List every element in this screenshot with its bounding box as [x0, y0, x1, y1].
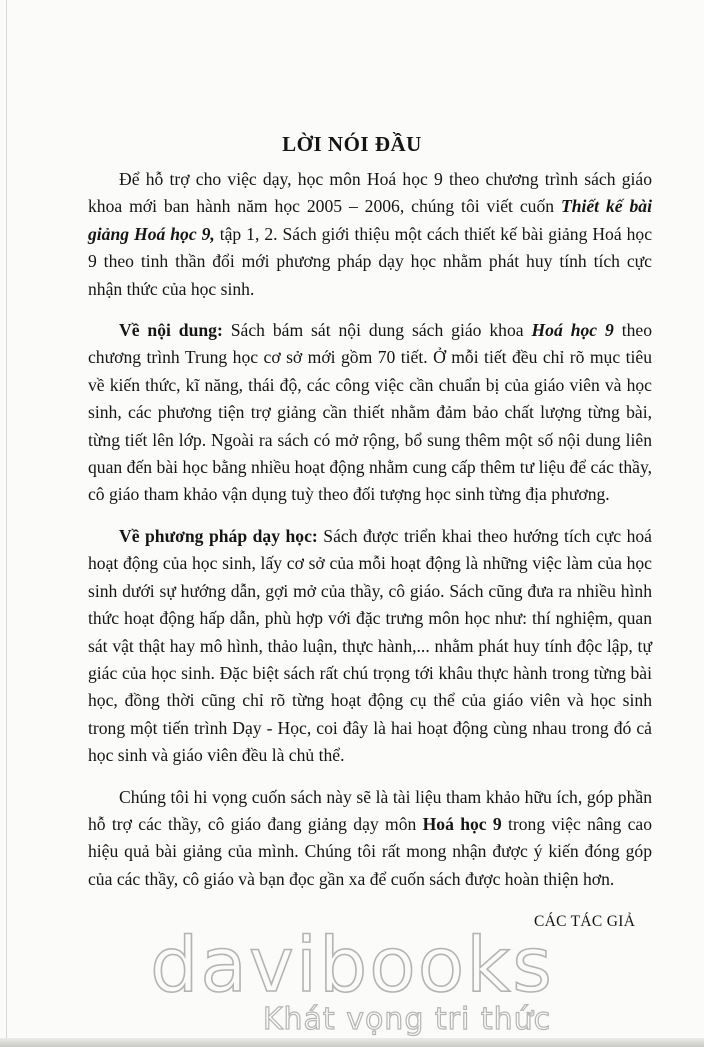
- paragraph-text: Để hỗ trợ cho việc dạy, học môn Hoá học 9 theo chương trình sách giáo khoa mới ban hành năm học 2005 – 2006, chúng tôi viết cuốn: [88, 169, 652, 217]
- paragraph-text: Chúng tôi hi vọng cuốn sách này sẽ là tài liệu tham khảo hữu ích, góp phần hỗ trợ các thầy, cô giáo đang giảng dạy môn: [88, 786, 652, 834]
- section-label: Về phương pháp dạy học:: [119, 525, 318, 546]
- section-label: Về nội dung:: [119, 320, 223, 341]
- paragraph-text: theo chương trình Trung học cơ sở mới gồm 70 tiết. Ở mỗi tiết đều chỉ rõ mục tiêu về kiến thức, kĩ năng, thái độ, các công việc cần chuẩn bị của giáo viên và học sinh, các phương tiện trợ giảng cần thiết nhằm đảm bảo chất lượng từng bài, từng tiết lên lớp. Ngoài ra sách có mở rộng, bổ sung thêm một số nội dung liên quan đến bài học bằng nhiều hoạt động nhằm cung cấp thêm tư liệu để các thầy, cô giáo tham khảo vận dụng tuỳ theo đối tượng học sinh từng địa phương.: [88, 320, 652, 505]
- preface-body: [88, 166, 652, 907]
- paragraph-text: Sách được triển khai theo hướng tích cực hoá hoạt động của học sinh, lấy cơ sở của mỗi hoạt động là những việc làm của học sinh dưới sự hướng dẫn, gợi mở của thầy, cô giáo. Sách cũng đưa ra nhiều hình thức hoạt động hấp dẫn, phù hợp với đặc trưng môn học như: thí nghiệm, quan sát vật thật hay mô hình, thảo luận, thực hành,... nhằm phát huy tính độc lập, tự giác của học sinh. Đặc biệt sách rất chú trọng tới khâu thực hành trong từng bài học, đồng thời cũng chỉ rõ từng hoạt động cụ thể của giáo viên và học sinh trong một tiến trình Dạy - Học, coi đây là hai hoạt động cùng nhau trong đó cả học sinh và giáo viên đều là chủ thể.: [88, 525, 652, 766]
- paragraph-text: Sách bám sát nội dung sách giáo khoa: [222, 320, 532, 341]
- watermark-tagline: Khát vọng tri thức: [262, 1002, 552, 1037]
- paragraph-text: tập 1, 2. Sách giới thiệu một cách thiết kế bài giảng Hoá học 9 theo tinh thần đổi mới phương pháp dạy học nhằm phát huy tính tích cực nhận thức của học sinh.: [88, 223, 652, 299]
- scan-edge-line: [6, 0, 7, 1047]
- paragraph-closing: [88, 784, 652, 894]
- watermark-logo: davibooks: [150, 920, 554, 1009]
- paragraph-method: [88, 523, 652, 770]
- subject-emphasis: Hoá học 9: [531, 320, 614, 341]
- scan-bottom-edge: [0, 1038, 704, 1047]
- page-title: LỜI NÓI ĐẦU: [282, 132, 422, 156]
- book-title-emphasis: Thiết kế bài giảng Hoá học 9,: [88, 196, 652, 244]
- paragraph-text: trong việc nâng cao hiệu quả bài giảng của mình. Chúng tôi rất mong nhận được ý kiến đóng góp của các thầy, cô giáo và bạn đọc gần xa để cuốn sách được hoàn thiện hơn.: [88, 813, 653, 889]
- paragraph-intro: [88, 166, 652, 303]
- subject-emphasis: Hoá học 9: [422, 813, 502, 834]
- signature: CÁC TÁC GIẢ: [534, 913, 636, 930]
- paragraph-content: [88, 317, 652, 509]
